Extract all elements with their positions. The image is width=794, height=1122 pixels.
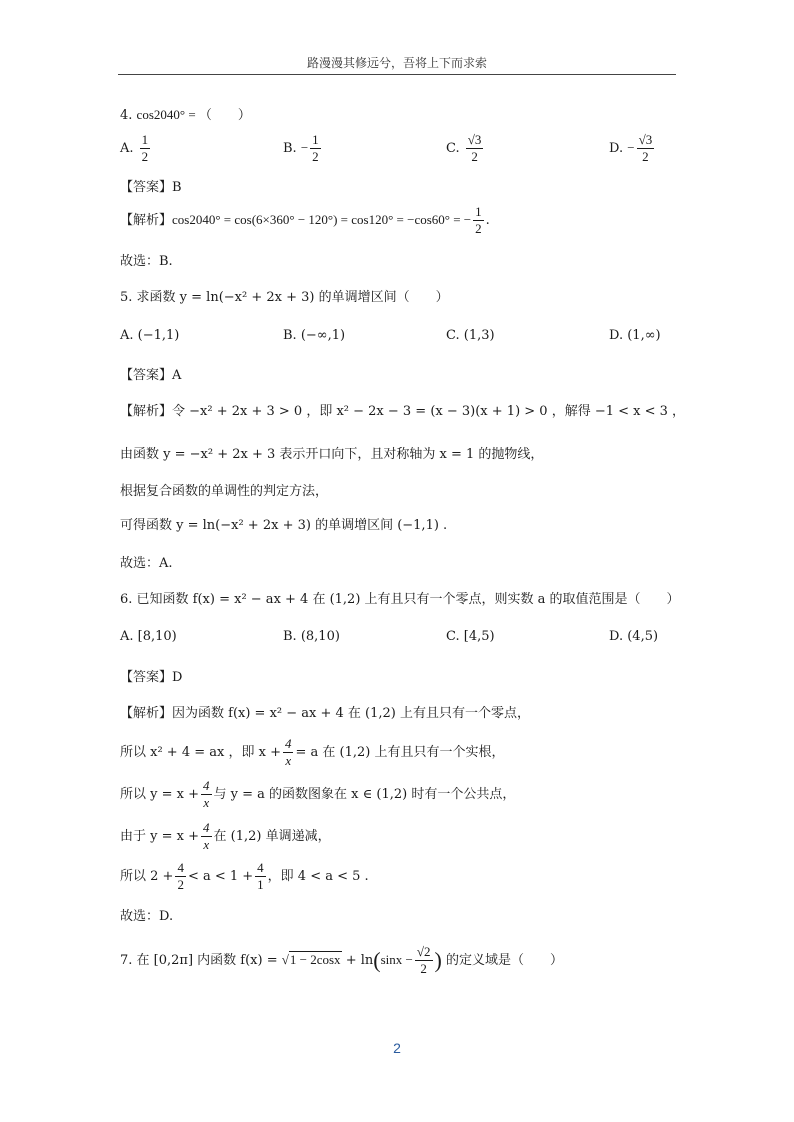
q6-option-b: B. (8,10): [283, 629, 340, 644]
q4-answer: 【答案】B: [120, 180, 182, 195]
q5-conclusion: 故选：A.: [120, 556, 173, 571]
q6-option-c: C. [4,5): [446, 629, 495, 644]
q4-analysis: 【解析】cos2040° = cos(6×360° − 120°) = cos120° = −cos60° = − $\frac{1}{2}$ .: [120, 204, 490, 236]
q6-analysis-line1: 【解析】因为函数 f(x) = x² − ax + 4 在 (1,2) 上有且只有一个零点，: [120, 706, 531, 721]
q4-number: 4.: [120, 108, 133, 123]
q4-option-c: C. $\frac{√3}{2}$: [446, 132, 482, 164]
q6-conclusion: 故选：D.: [120, 909, 174, 924]
q5-analysis-line3: 根据复合函数的单调性的判定方法，: [120, 484, 329, 499]
q5-answer: 【答案】A: [120, 368, 182, 383]
q5-option-b: B. (−∞,1): [283, 328, 346, 343]
q5-option-c: C. (1,3): [446, 328, 495, 343]
q6-answer: 【答案】D: [120, 670, 183, 685]
page-number: 2: [393, 1040, 401, 1056]
q4-option-d: D. − $\frac{√3}{2}$: [609, 132, 653, 164]
q5-analysis-line2: 由函数 y = −x² + 2x + 3 表示开口向下，且对称轴为 x = 1 的抛物线，: [120, 447, 544, 462]
q6-analysis-line3: 所以 y = x + $\frac{4}{x}$ 与 y = a 的函数图象在 x ∈ (1,2) 时有一个公共点，: [120, 778, 516, 810]
header-motto: 路漫漫其修远兮，吾将上下而求索: [306, 56, 487, 70]
q7-stem: 7. 在 [0,2π] 内函数 f(x) = √1 − 2cosx + ln(sinx − $\frac{√2}{2}$ ) 的定义域是（ ）: [120, 944, 563, 976]
header-divider: [118, 74, 676, 75]
q4-stem: [120, 104, 251, 123]
q5-option-a: A. (−1,1): [120, 328, 180, 343]
q5-option-d: D. (1,∞): [609, 328, 661, 343]
q4-stem-text: cos2040° = （ ）: [136, 107, 251, 122]
q6-analysis-line4: 由于 y = x + $\frac{4}{x}$ 在 (1,2) 单调递减，: [120, 820, 331, 852]
q4-option-b: B. − $\frac{1}{2}$: [283, 132, 319, 164]
q4-option-a: A. $\frac{1}{2}$: [120, 132, 149, 164]
q5-stem: 5. 求函数 y = ln(−x² + 2x + 3) 的单调增区间（ ）: [120, 290, 449, 305]
q6-option-a: A. [8,10): [120, 629, 177, 644]
q4-conclusion: 故选：B.: [120, 254, 173, 269]
q6-option-d: D. (4,5): [609, 629, 659, 644]
q5-analysis-line1: 【解析】令 −x² + 2x + 3 > 0 ，即 x² − 2x − 3 = (x − 3)(x + 1) > 0 ，解得 −1 < x < 3 ，: [120, 404, 686, 419]
q5-analysis-line4: 可得函数 y = ln(−x² + 2x + 3) 的单调增区间 (−1,1) .: [120, 518, 448, 533]
q6-analysis-line2: 所以 x² + 4 = ax ，即 x + $\frac{4}{x}$ = a 在 (1,2) 上有且只有一个实根，: [120, 736, 505, 768]
q6-stem: 6. 已知函数 f(x) = x² − ax + 4 在 (1,2) 上有且只有一个零点，则实数 a 的取值范围是（ ）: [120, 592, 680, 607]
q6-analysis-line5: 所以 2 + $\frac{4}{2}$ < a < 1 + $\frac{4}{1}$ ，即 4 < a < 5 .: [120, 860, 369, 892]
